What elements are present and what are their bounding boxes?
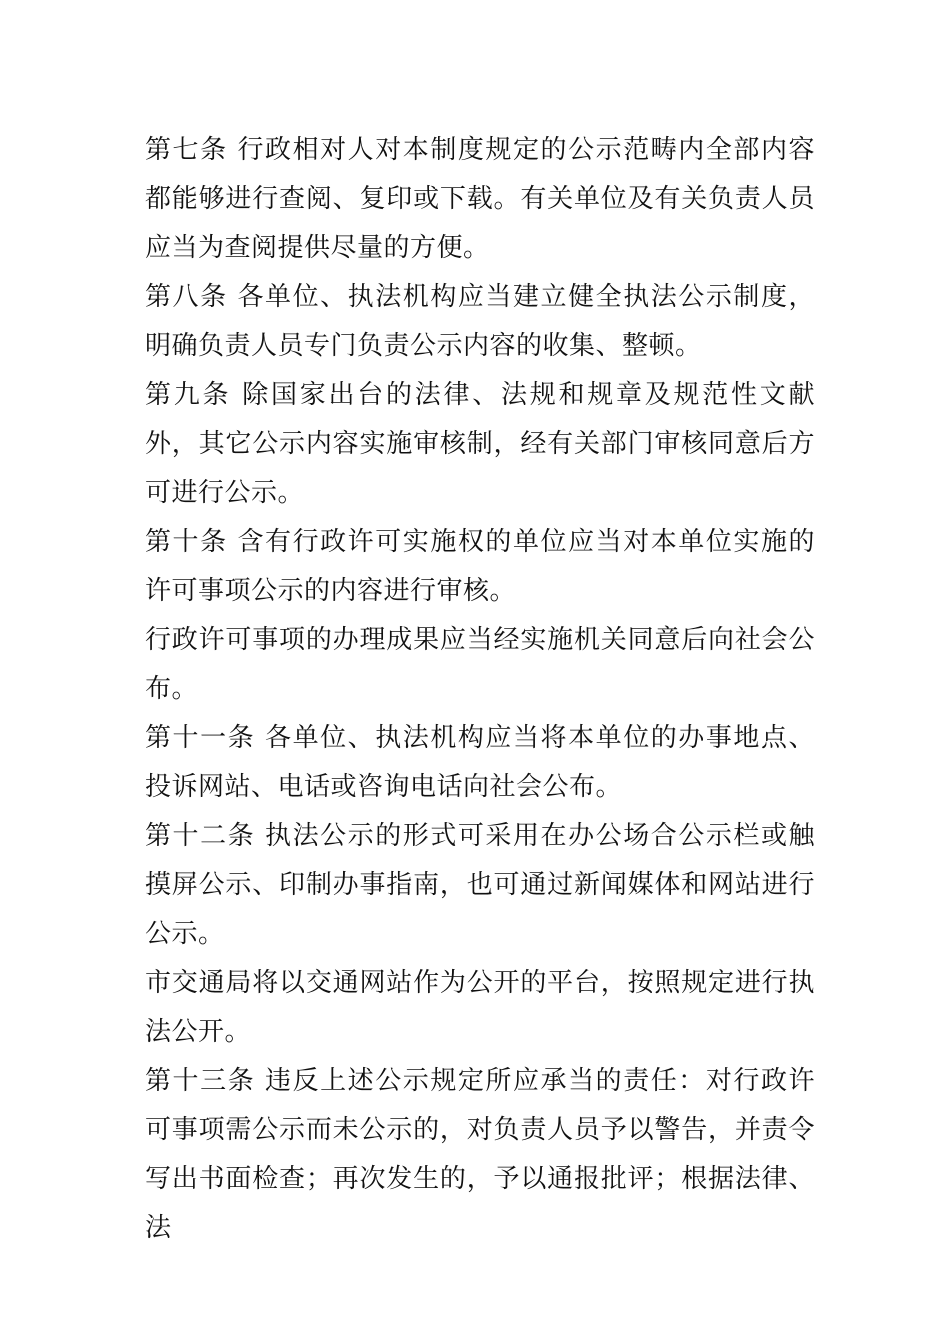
- article-8-paragraph: 第八条 各单位、执法机构应当建立健全执法公示制度，明确负责人员专门负责公示内容的收集、整顿。: [145, 282, 815, 361]
- article-11-paragraph: 第十一条 各单位、执法机构应当将本单位的办事地点、投诉网站、电话或咨询电话向社会公布。: [145, 723, 815, 802]
- article-9-paragraph: 第九条 除国家出台的法律、法规和规章及规范性文献外，其它公示内容实施审核制，经有关部门审核同意后方可进行公示。: [145, 380, 815, 508]
- article-10-paragraph: 第十条 含有行政许可实施权的单位应当对本单位实施的许可事项公示的内容进行审核。: [145, 527, 815, 606]
- article-10-continuation-paragraph: 行政许可事项的办理成果应当经实施机关同意后向社会公布。: [145, 625, 815, 704]
- article-12-continuation-paragraph: 市交通局将以交通网站作为公开的平台，按照规定进行执法公开。: [145, 968, 815, 1047]
- document-body: [145, 126, 815, 1253]
- article-12-paragraph: 第十二条 执法公示的形式可采用在办公场合公示栏或触摸屏公示、印制办事指南，也可通过新闻媒体和网站进行公示。: [145, 821, 815, 949]
- article-13-paragraph: 第十三条 违反上述公示规定所应承当的责任：对行政许可事项需公示而未公示的，对负责人员予以警告，并责令写出书面检查；再次发生的，予以通报批评；根据法律、法: [145, 1066, 815, 1243]
- article-7-paragraph: 第七条 行政相对人对本制度规定的公示范畴内全部内容都能够进行查阅、复印或下载。有关单位及有关负责人员应当为查阅提供尽量的方便。: [145, 135, 815, 263]
